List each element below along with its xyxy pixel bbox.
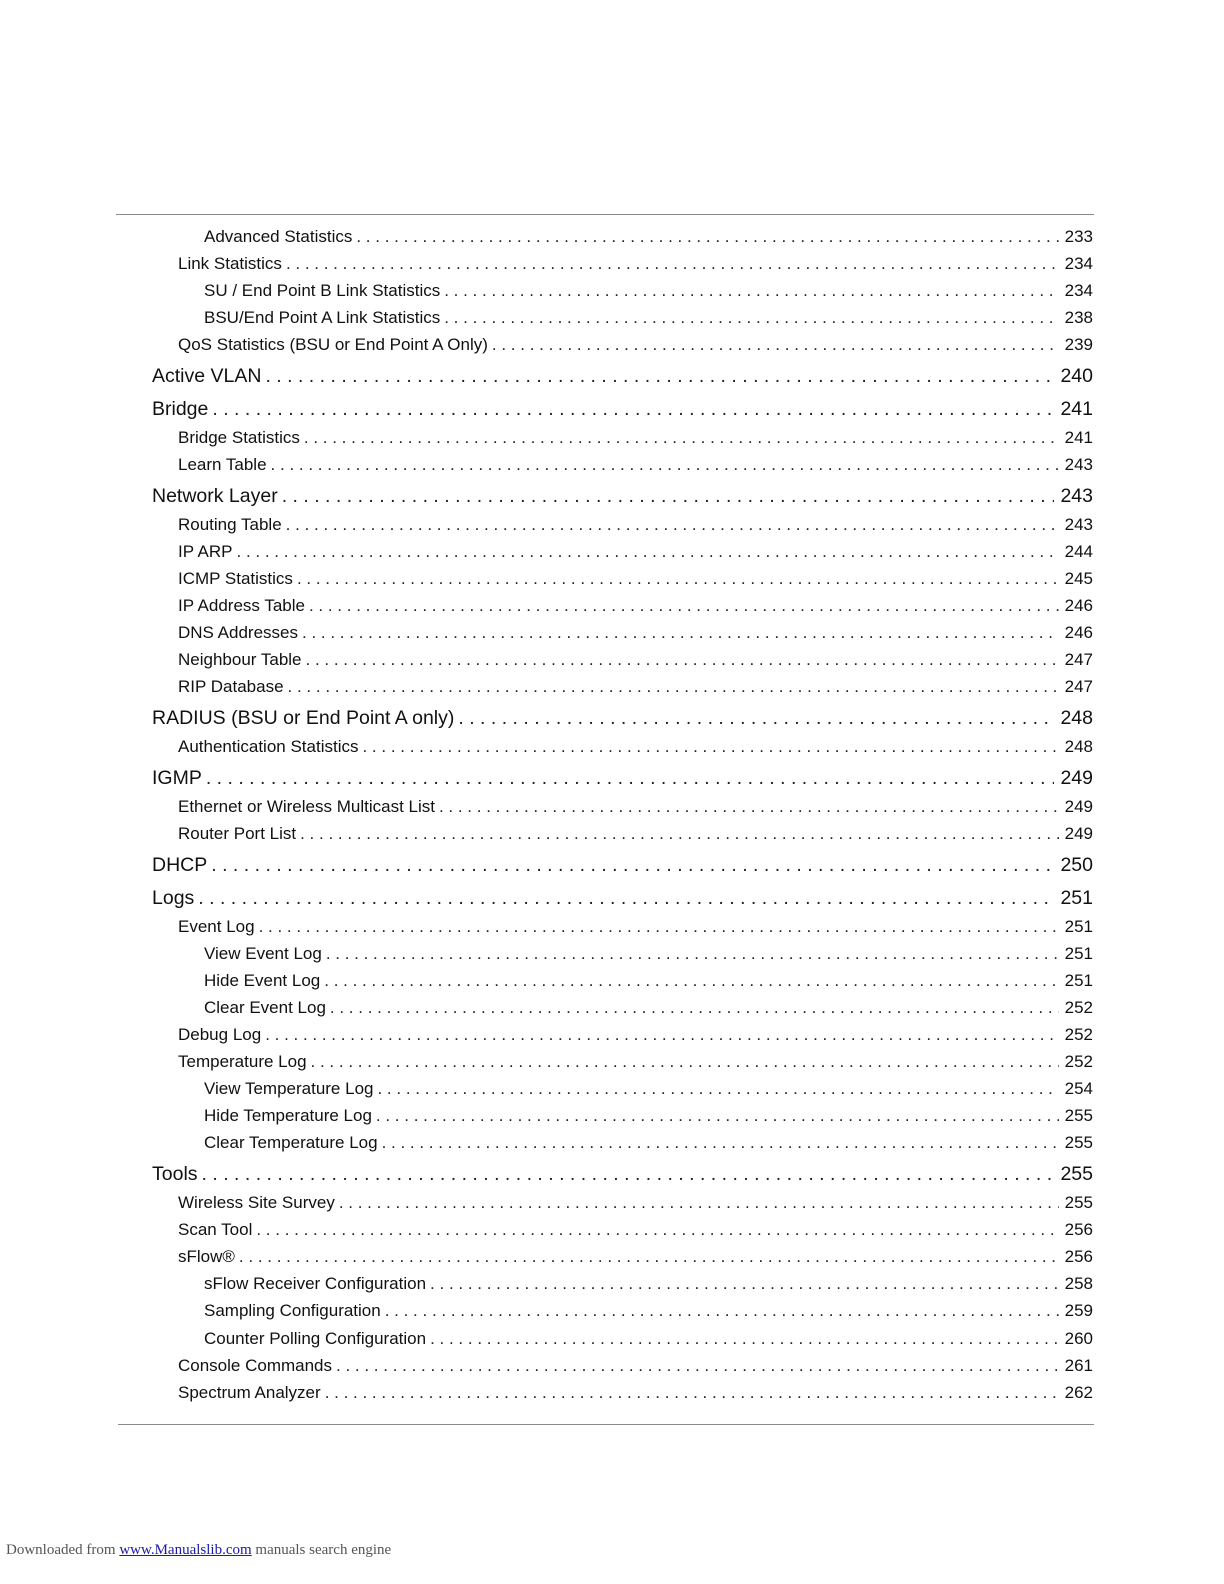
dot-leader	[239, 1247, 1059, 1267]
toc-entry-page: 239	[1064, 335, 1093, 354]
toc-entry-title: Clear Temperature Log	[204, 1133, 378, 1152]
dot-leader	[444, 308, 1058, 328]
toc-entry[interactable]	[178, 542, 1093, 562]
footer-suffix: manuals search engine	[251, 1542, 392, 1558]
toc-entry-page: 243	[1064, 455, 1093, 474]
toc-entry[interactable]	[178, 623, 1093, 643]
toc-entry-page: 255	[1064, 1133, 1093, 1152]
toc-entry-title: SU / End Point B Link Statistics	[204, 281, 441, 300]
toc-entry-title: Tools	[152, 1163, 198, 1185]
toc-entry[interactable]	[178, 1052, 1093, 1072]
toc-entry-page: 233	[1064, 227, 1093, 246]
toc-entry-page: 234	[1064, 254, 1093, 273]
toc-entry[interactable]	[178, 1220, 1093, 1240]
dot-leader	[302, 623, 1059, 643]
toc-entry-title: Advanced Statistics	[204, 227, 353, 246]
toc-entry[interactable]	[178, 254, 1093, 274]
dot-leader	[206, 767, 1055, 790]
dot-leader	[282, 485, 1055, 508]
dot-leader	[211, 854, 1054, 877]
dot-leader	[444, 281, 1058, 301]
dot-leader	[288, 677, 1059, 697]
dot-leader	[430, 1274, 1059, 1294]
toc-entry-page: 252	[1064, 998, 1093, 1017]
toc-entry[interactable]	[178, 824, 1093, 844]
toc-entry-title: Temperature Log	[178, 1052, 307, 1071]
toc-entry[interactable]	[152, 854, 1093, 877]
toc-entry-title: Spectrum Analyzer	[178, 1383, 321, 1402]
toc-entry-page: 262	[1064, 1383, 1093, 1402]
dot-leader	[330, 998, 1059, 1018]
toc-entry-page: 238	[1064, 308, 1093, 327]
footer-prefix: Downloaded from	[6, 1542, 120, 1558]
dot-leader	[304, 428, 1059, 448]
toc-entry-page: 250	[1060, 854, 1093, 876]
toc-entry[interactable]	[178, 515, 1093, 535]
toc-entry-title: Router Port List	[178, 824, 297, 843]
toc-entry[interactable]	[152, 767, 1093, 790]
toc-entry-title: Link Statistics	[178, 254, 282, 273]
toc-entry[interactable]	[204, 281, 1093, 301]
toc-entry[interactable]	[204, 1329, 1093, 1349]
toc-entry-title: IP ARP	[178, 542, 233, 561]
toc-entry-page: 256	[1064, 1247, 1093, 1266]
toc-entry[interactable]	[178, 1025, 1093, 1045]
toc-entry-page: 248	[1060, 707, 1093, 729]
toc-entry-page: 259	[1064, 1301, 1093, 1320]
toc-entry-page: 249	[1064, 824, 1093, 843]
toc-entry[interactable]	[204, 998, 1093, 1018]
toc-entry-page: 243	[1060, 485, 1093, 507]
toc-entry-title: Wireless Site Survey	[178, 1193, 335, 1212]
toc-entry-title: Scan Tool	[178, 1220, 253, 1239]
toc-entry[interactable]	[204, 1301, 1093, 1321]
dot-leader	[362, 737, 1058, 757]
dot-leader	[376, 1106, 1059, 1126]
toc-entry[interactable]	[204, 944, 1093, 964]
dot-leader	[430, 1329, 1059, 1349]
download-footer	[6, 1542, 391, 1559]
toc-entry[interactable]	[178, 1383, 1093, 1403]
toc-entry-title: DNS Addresses	[178, 623, 298, 642]
toc-entry-title: Learn Table	[178, 455, 267, 474]
toc-entry-page: 256	[1064, 1220, 1093, 1239]
toc-entry[interactable]	[178, 650, 1093, 670]
dot-leader	[382, 1133, 1059, 1153]
toc-entry-page: 240	[1060, 365, 1093, 387]
toc-entry[interactable]	[178, 1356, 1093, 1376]
toc-entry[interactable]	[204, 1133, 1093, 1153]
toc-entry-page: 252	[1064, 1025, 1093, 1044]
dot-leader	[356, 227, 1058, 247]
toc-entry-page: 234	[1064, 281, 1093, 300]
dot-leader	[311, 1052, 1059, 1072]
dot-leader	[492, 335, 1059, 355]
dot-leader	[326, 944, 1059, 964]
toc-entry[interactable]	[204, 1079, 1093, 1099]
toc-entry[interactable]	[178, 1193, 1093, 1213]
toc-entry-page: 248	[1064, 737, 1093, 756]
toc-entry[interactable]	[204, 308, 1093, 328]
toc-entry[interactable]	[152, 398, 1093, 421]
toc-entry-title: Active VLAN	[152, 365, 262, 387]
toc-entry[interactable]	[152, 365, 1093, 388]
toc-entry-title: Neighbour Table	[178, 650, 302, 669]
toc-entry-title: Event Log	[178, 917, 255, 936]
manualslib-link[interactable]: www.Manualslib.com	[119, 1542, 252, 1558]
dot-leader	[271, 455, 1059, 475]
toc-entry-title: Hide Event Log	[204, 971, 321, 990]
toc-entry-page: 255	[1064, 1106, 1093, 1125]
toc-entry-title: BSU/End Point A Link Statistics	[204, 308, 441, 327]
toc-entry-title: Logs	[152, 887, 195, 909]
toc-entry-title: Console Commands	[178, 1356, 333, 1375]
toc-entry[interactable]	[152, 887, 1093, 910]
toc-entry[interactable]	[178, 1247, 1093, 1267]
dot-leader	[286, 254, 1059, 274]
toc-entry-page: 252	[1064, 1052, 1093, 1071]
toc-entry-page: 243	[1064, 515, 1093, 534]
toc-entry[interactable]	[204, 1106, 1093, 1126]
toc-entry[interactable]	[152, 707, 1093, 730]
toc-entry-title: Ethernet or Wireless Multicast List	[178, 797, 435, 816]
toc-entry[interactable]	[178, 797, 1093, 817]
dot-leader	[458, 707, 1054, 730]
dot-leader	[297, 569, 1059, 589]
toc-entry-title: Routing Table	[178, 515, 282, 534]
dot-leader	[256, 1220, 1058, 1240]
dot-leader	[439, 797, 1059, 817]
toc-entry-title: IP Address Table	[178, 596, 305, 615]
toc-entry[interactable]	[178, 335, 1093, 355]
dot-leader	[377, 1079, 1058, 1099]
toc-entry-page: 258	[1064, 1274, 1093, 1293]
toc-entry-title: Hide Temperature Log	[204, 1106, 372, 1125]
dot-leader	[325, 1383, 1059, 1403]
toc-entry[interactable]	[178, 917, 1093, 937]
toc-entry[interactable]	[152, 1163, 1093, 1186]
toc-entry-page: 241	[1060, 398, 1093, 420]
dot-leader	[385, 1301, 1059, 1321]
toc-entry[interactable]	[204, 227, 1093, 247]
toc-entry[interactable]	[204, 1274, 1093, 1294]
toc-entry-title: Clear Event Log	[204, 998, 326, 1017]
dot-leader	[202, 1163, 1055, 1186]
dot-leader	[265, 1025, 1058, 1045]
toc-entry-title: Sampling Configuration	[204, 1301, 381, 1320]
dot-leader	[286, 515, 1059, 535]
dot-leader	[300, 824, 1059, 844]
toc-entry[interactable]	[178, 455, 1093, 475]
toc-entry[interactable]	[178, 569, 1093, 589]
toc-entry[interactable]	[204, 971, 1093, 991]
toc-entry-page: 261	[1064, 1356, 1093, 1375]
toc-entry-page: 245	[1064, 569, 1093, 588]
toc-entry-page: 247	[1064, 677, 1093, 696]
toc-entry-title: DHCP	[152, 854, 208, 876]
toc-entry[interactable]	[178, 737, 1093, 757]
toc-entry-title: sFlow Receiver Configuration	[204, 1274, 427, 1293]
toc-entry-page: 251	[1064, 971, 1093, 990]
toc-entry[interactable]	[178, 428, 1093, 448]
toc-entry-title: RADIUS (BSU or End Point A only)	[152, 707, 455, 729]
toc-entry-page: 255	[1060, 1163, 1093, 1185]
toc-entry-page: 246	[1064, 623, 1093, 642]
toc-entry-title: Debug Log	[178, 1025, 262, 1044]
toc-entry-page: 260	[1064, 1329, 1093, 1348]
bottom-rule	[118, 1424, 1094, 1425]
toc-entry-title: Bridge	[152, 398, 209, 420]
dot-leader	[324, 971, 1058, 991]
toc-entry-title: Authentication Statistics	[178, 737, 359, 756]
toc-entry-title: sFlow®	[178, 1247, 235, 1266]
dot-leader	[265, 365, 1054, 388]
toc-entry-page: 247	[1064, 650, 1093, 669]
toc-entry-page: 255	[1064, 1193, 1093, 1212]
toc-entry-page: 244	[1064, 542, 1093, 561]
toc-entry[interactable]	[152, 485, 1093, 508]
toc-entry[interactable]	[178, 677, 1093, 697]
dot-leader	[198, 887, 1054, 910]
toc-entry-page: 249	[1060, 767, 1093, 789]
toc-entry-page: 249	[1064, 797, 1093, 816]
dot-leader	[339, 1193, 1059, 1213]
toc-entry-title: Bridge Statistics	[178, 428, 300, 447]
toc-entry-title: IGMP	[152, 767, 202, 789]
dot-leader	[336, 1356, 1059, 1376]
dot-leader	[237, 542, 1059, 562]
toc-entry-title: Network Layer	[152, 485, 278, 507]
toc-entry-page: 246	[1064, 596, 1093, 615]
dot-leader	[212, 398, 1054, 421]
dot-leader	[306, 650, 1059, 670]
toc-entry-page: 241	[1064, 428, 1093, 447]
toc-entry-page: 251	[1064, 917, 1093, 936]
toc-entry-page: 251	[1060, 887, 1093, 909]
toc-entry-title: Counter Polling Configuration	[204, 1329, 427, 1348]
toc-entry-title: View Event Log	[204, 944, 322, 963]
toc-entry-title: RIP Database	[178, 677, 284, 696]
toc-entry-page: 254	[1064, 1079, 1093, 1098]
dot-leader	[309, 596, 1059, 616]
toc-entry-title: QoS Statistics (BSU or End Point A Only)	[178, 335, 488, 354]
toc-entry[interactable]	[178, 596, 1093, 616]
toc-entry-page: 251	[1064, 944, 1093, 963]
toc-entry-title: View Temperature Log	[204, 1079, 374, 1098]
top-rule	[116, 214, 1094, 215]
toc-entry-title: ICMP Statistics	[178, 569, 293, 588]
dot-leader	[259, 917, 1059, 937]
